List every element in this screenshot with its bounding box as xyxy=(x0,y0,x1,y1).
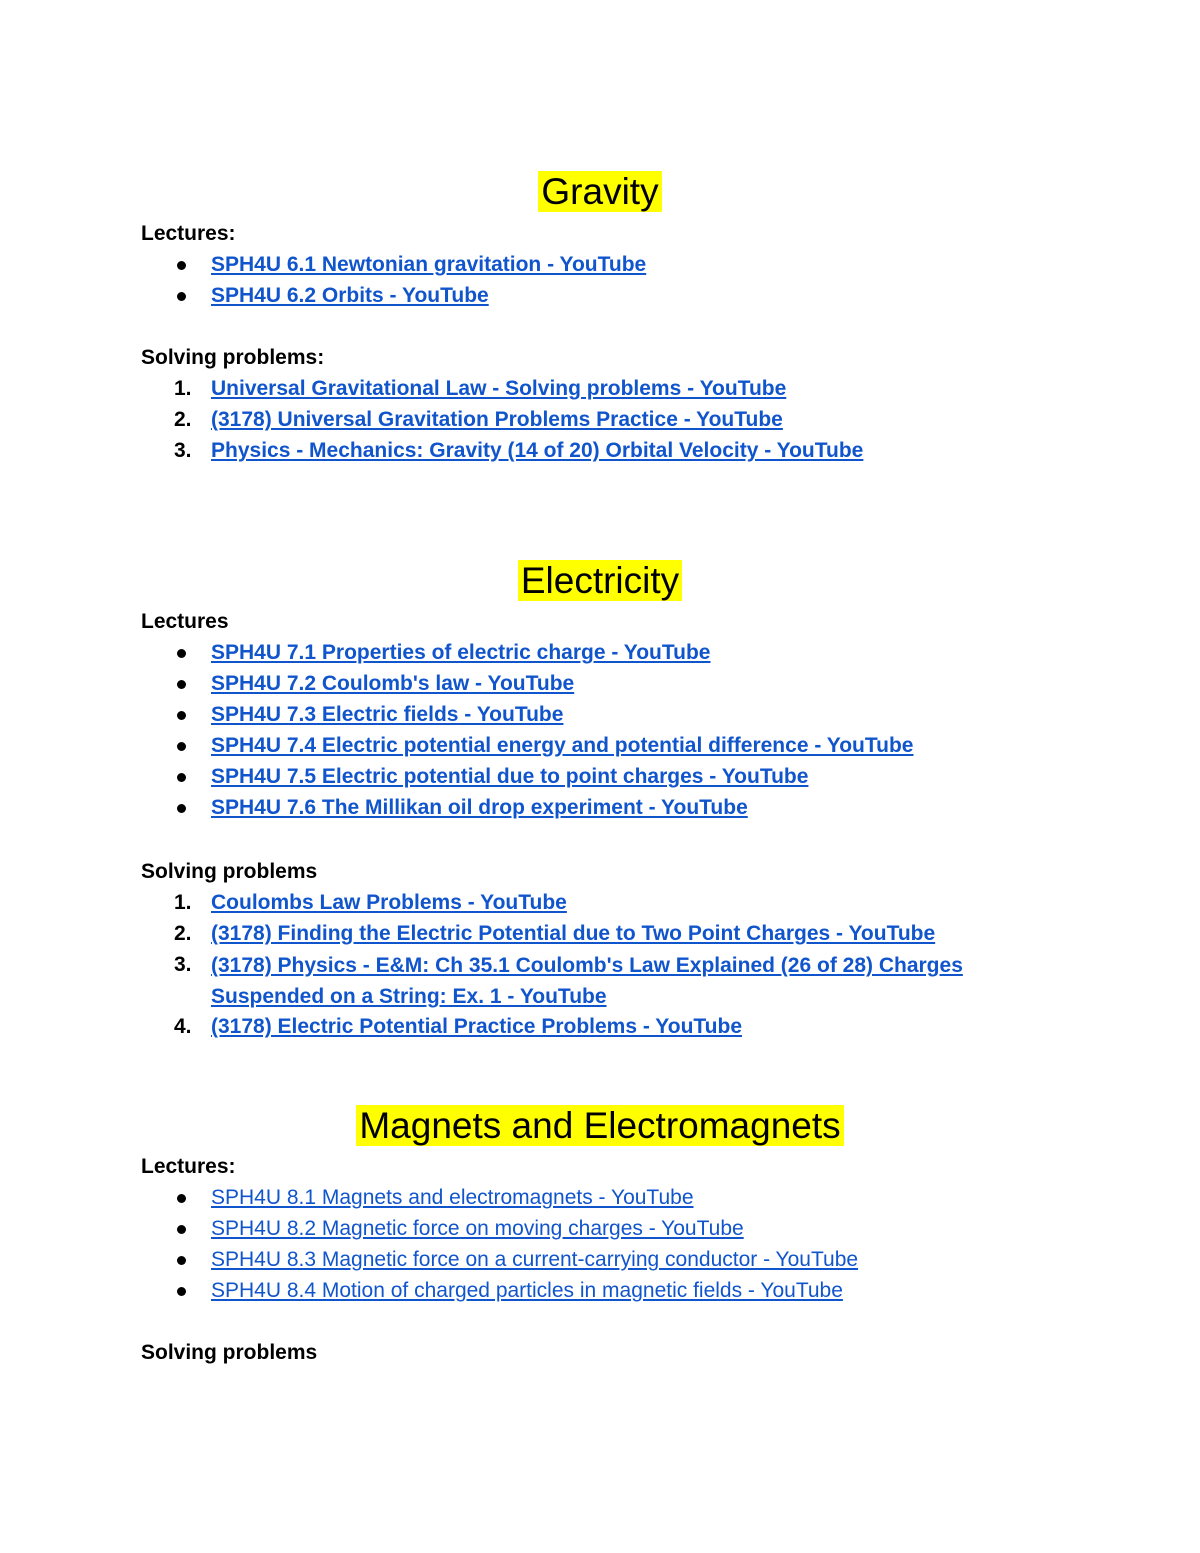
lecture-link[interactable]: SPH4U 8.4 Motion of charged particles in magnetic fields - YouTube xyxy=(211,1279,843,1302)
bullet-icon xyxy=(177,292,186,301)
list-number: 2. xyxy=(174,408,192,431)
lecture-link[interactable]: SPH4U 7.5 Electric potential due to point charges - YouTube xyxy=(211,765,809,788)
electricity-lectures-label: Lectures xyxy=(141,610,229,633)
problem-link[interactable]: Physics - Mechanics: Gravity (14 of 20) Orbital Velocity - YouTube xyxy=(211,439,864,462)
lecture-link[interactable]: SPH4U 6.2 Orbits - YouTube xyxy=(211,284,489,307)
problem-link[interactable]: (3178) Physics - E&M: Ch 35.1 Coulomb's Law Explained (26 of 28) Charges Suspended on a String: Ex. 1 - YouTube xyxy=(211,954,963,1008)
gravity-problems-label: Solving problems: xyxy=(141,346,325,369)
list-number: 1. xyxy=(174,891,192,914)
bullet-icon xyxy=(177,711,186,720)
electricity-problems-label: Solving problems xyxy=(141,860,318,883)
list-item xyxy=(0,1216,1200,1247)
bullet-icon xyxy=(177,742,186,751)
magnets-problems-label: Solving problems xyxy=(141,1341,318,1364)
lecture-link[interactable]: SPH4U 6.1 Newtonian gravitation - YouTube xyxy=(211,253,647,276)
bullet-icon xyxy=(177,1225,186,1234)
problem-link[interactable]: Coulombs Law Problems - YouTube xyxy=(211,891,567,914)
list-item xyxy=(0,407,1200,438)
list-item xyxy=(0,640,1200,671)
list-item xyxy=(0,671,1200,702)
bullet-icon xyxy=(177,804,186,813)
bullet-icon xyxy=(177,649,186,658)
bullet-icon xyxy=(177,1287,186,1296)
list-item xyxy=(0,890,1200,921)
section-title-electricity: Electricity xyxy=(0,559,1200,603)
section-title-magnets: Magnets and Electromagnets xyxy=(0,1104,1200,1148)
list-item xyxy=(0,1278,1200,1309)
lecture-link[interactable]: SPH4U 8.1 Magnets and electromagnets - YouTube xyxy=(211,1186,694,1209)
problem-link[interactable]: (3178) Universal Gravitation Problems Practice - YouTube xyxy=(211,408,783,431)
list-item xyxy=(0,1247,1200,1278)
list-item xyxy=(0,283,1200,314)
list-item xyxy=(0,952,1200,1014)
problem-link[interactable]: (3178) Finding the Electric Potential due to Two Point Charges - YouTube xyxy=(211,922,936,945)
list-number: 1. xyxy=(174,377,192,400)
list-item xyxy=(0,921,1200,952)
problem-link[interactable]: (3178) Electric Potential Practice Problems - YouTube xyxy=(211,1015,743,1038)
bullet-icon xyxy=(177,261,186,270)
list-item xyxy=(0,1014,1200,1045)
list-item xyxy=(0,376,1200,407)
list-number: 3. xyxy=(174,953,192,976)
bullet-icon xyxy=(177,1256,186,1265)
bullet-icon xyxy=(177,680,186,689)
gravity-lectures-label: Lectures: xyxy=(141,222,236,245)
list-item xyxy=(0,795,1200,826)
list-number: 2. xyxy=(174,922,192,945)
list-number: 4. xyxy=(174,1015,192,1038)
lecture-link[interactable]: SPH4U 7.6 The Millikan oil drop experiment - YouTube xyxy=(211,796,748,819)
list-item xyxy=(0,733,1200,764)
lecture-link[interactable]: SPH4U 7.4 Electric potential energy and potential difference - YouTube xyxy=(211,734,914,757)
lecture-link[interactable]: SPH4U 8.2 Magnetic force on moving charges - YouTube xyxy=(211,1217,744,1240)
list-item xyxy=(0,252,1200,283)
list-item xyxy=(0,438,1200,469)
list-item xyxy=(0,764,1200,795)
lecture-link[interactable]: SPH4U 8.3 Magnetic force on a current-carrying conductor - YouTube xyxy=(211,1248,859,1271)
bullet-icon xyxy=(177,773,186,782)
list-item xyxy=(0,1185,1200,1216)
bullet-icon xyxy=(177,1194,186,1203)
lecture-link[interactable]: SPH4U 7.1 Properties of electric charge - YouTube xyxy=(211,641,711,664)
problem-link[interactable]: Universal Gravitational Law - Solving problems - YouTube xyxy=(211,377,787,400)
lecture-link[interactable]: SPH4U 7.3 Electric fields - YouTube xyxy=(211,703,564,726)
section-title-gravity: Gravity xyxy=(0,170,1200,214)
magnets-lectures-label: Lectures: xyxy=(141,1155,236,1178)
list-item xyxy=(0,702,1200,733)
lecture-link[interactable]: SPH4U 7.2 Coulomb's law - YouTube xyxy=(211,672,575,695)
list-number: 3. xyxy=(174,439,192,462)
